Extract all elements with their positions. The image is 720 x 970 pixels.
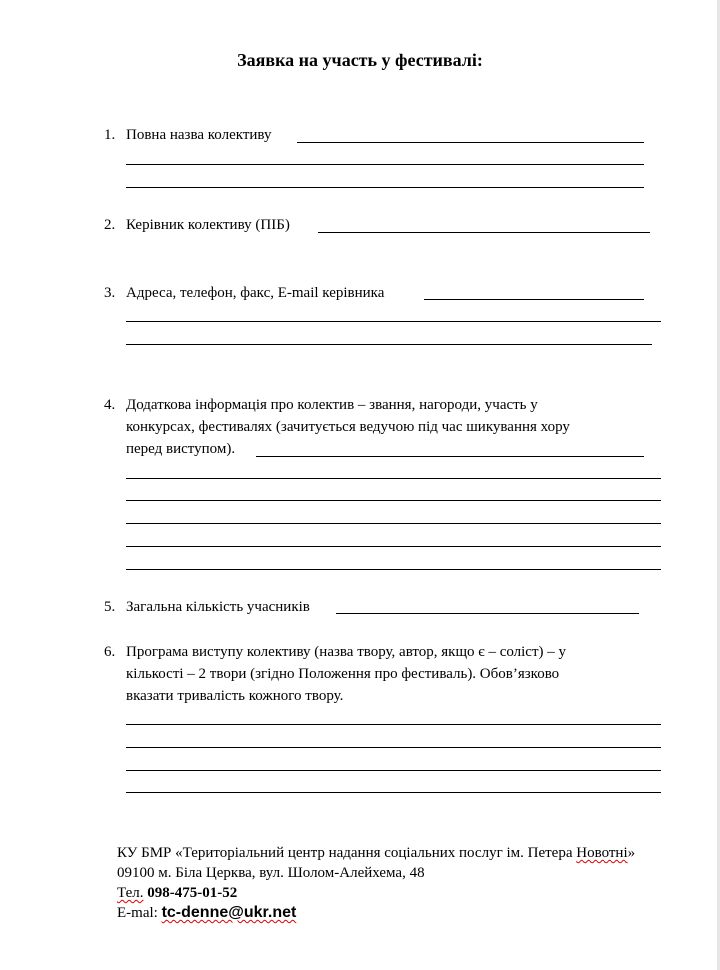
- fill-line-item-2[interactable]: [318, 232, 650, 233]
- phone-label: Тел.: [117, 885, 144, 901]
- fill-line-item-3[interactable]: [424, 299, 644, 300]
- fill-line[interactable]: [126, 344, 652, 345]
- item-text-line: перед виступом).: [126, 441, 236, 457]
- item-text: Повна назва колективу: [126, 127, 272, 143]
- email-link[interactable]: tc-denne@ukr.net: [161, 904, 297, 921]
- fill-line[interactable]: [126, 500, 661, 501]
- email-label: E-mal:: [117, 905, 158, 921]
- fill-line[interactable]: [126, 321, 661, 322]
- item-number: 2.: [104, 217, 116, 233]
- email-line: [117, 903, 635, 923]
- item-number: 3.: [104, 285, 116, 301]
- fill-line[interactable]: [126, 523, 661, 524]
- item-text-line: конкурсах, фестивалях (зачитується ведучою під час шикування хору: [126, 419, 570, 435]
- spellcheck-word: Новотні: [576, 845, 628, 861]
- fill-line[interactable]: [126, 569, 661, 570]
- fill-line-item-1[interactable]: [297, 142, 644, 143]
- item-number: 1.: [104, 127, 116, 143]
- fill-line[interactable]: [126, 747, 661, 748]
- contact-footer: [117, 843, 635, 923]
- item-number: 4.: [104, 397, 116, 413]
- item-text-line: вказати тривалість кожного твору.: [126, 688, 344, 704]
- organization-name: КУ БМР «Територіальний центр надання соціальних послуг ім. Петера Новотні»: [117, 845, 636, 861]
- item-text: Адреса, телефон, факс, E-mail керівника: [126, 285, 385, 301]
- fill-line[interactable]: [126, 770, 661, 771]
- fill-line[interactable]: [126, 546, 661, 547]
- item-text: Керівник колективу (ПІБ): [126, 217, 290, 233]
- item-text-line: Додаткова інформація про колектив – звання, нагороди, участь у: [126, 397, 538, 413]
- phone-line: [117, 883, 635, 903]
- address-line: 09100 м. Біла Церква, вул. Шолом-Алейхема, 48: [117, 865, 425, 881]
- fill-line[interactable]: [126, 724, 661, 725]
- fill-line-item-4[interactable]: [256, 456, 644, 457]
- fill-line[interactable]: [126, 187, 644, 188]
- fill-line[interactable]: [126, 164, 644, 165]
- form-title: Заявка на участь у фестивалі:: [237, 50, 483, 70]
- item-text-line: Програма виступу колективу (назва твору, автор, якщо є – соліст) – у: [126, 644, 567, 660]
- item-text: Загальна кількість учасників: [126, 599, 310, 615]
- fill-line-item-5[interactable]: [336, 613, 639, 614]
- item-number: 6.: [104, 644, 116, 660]
- fill-line[interactable]: [126, 478, 661, 479]
- item-text-line: кількості – 2 твори (згідно Положення про фестиваль). Обов’язково: [126, 666, 560, 682]
- item-number: 5.: [104, 599, 116, 615]
- phone-number: 098-475-01-52: [147, 885, 238, 901]
- fill-line[interactable]: [126, 792, 661, 793]
